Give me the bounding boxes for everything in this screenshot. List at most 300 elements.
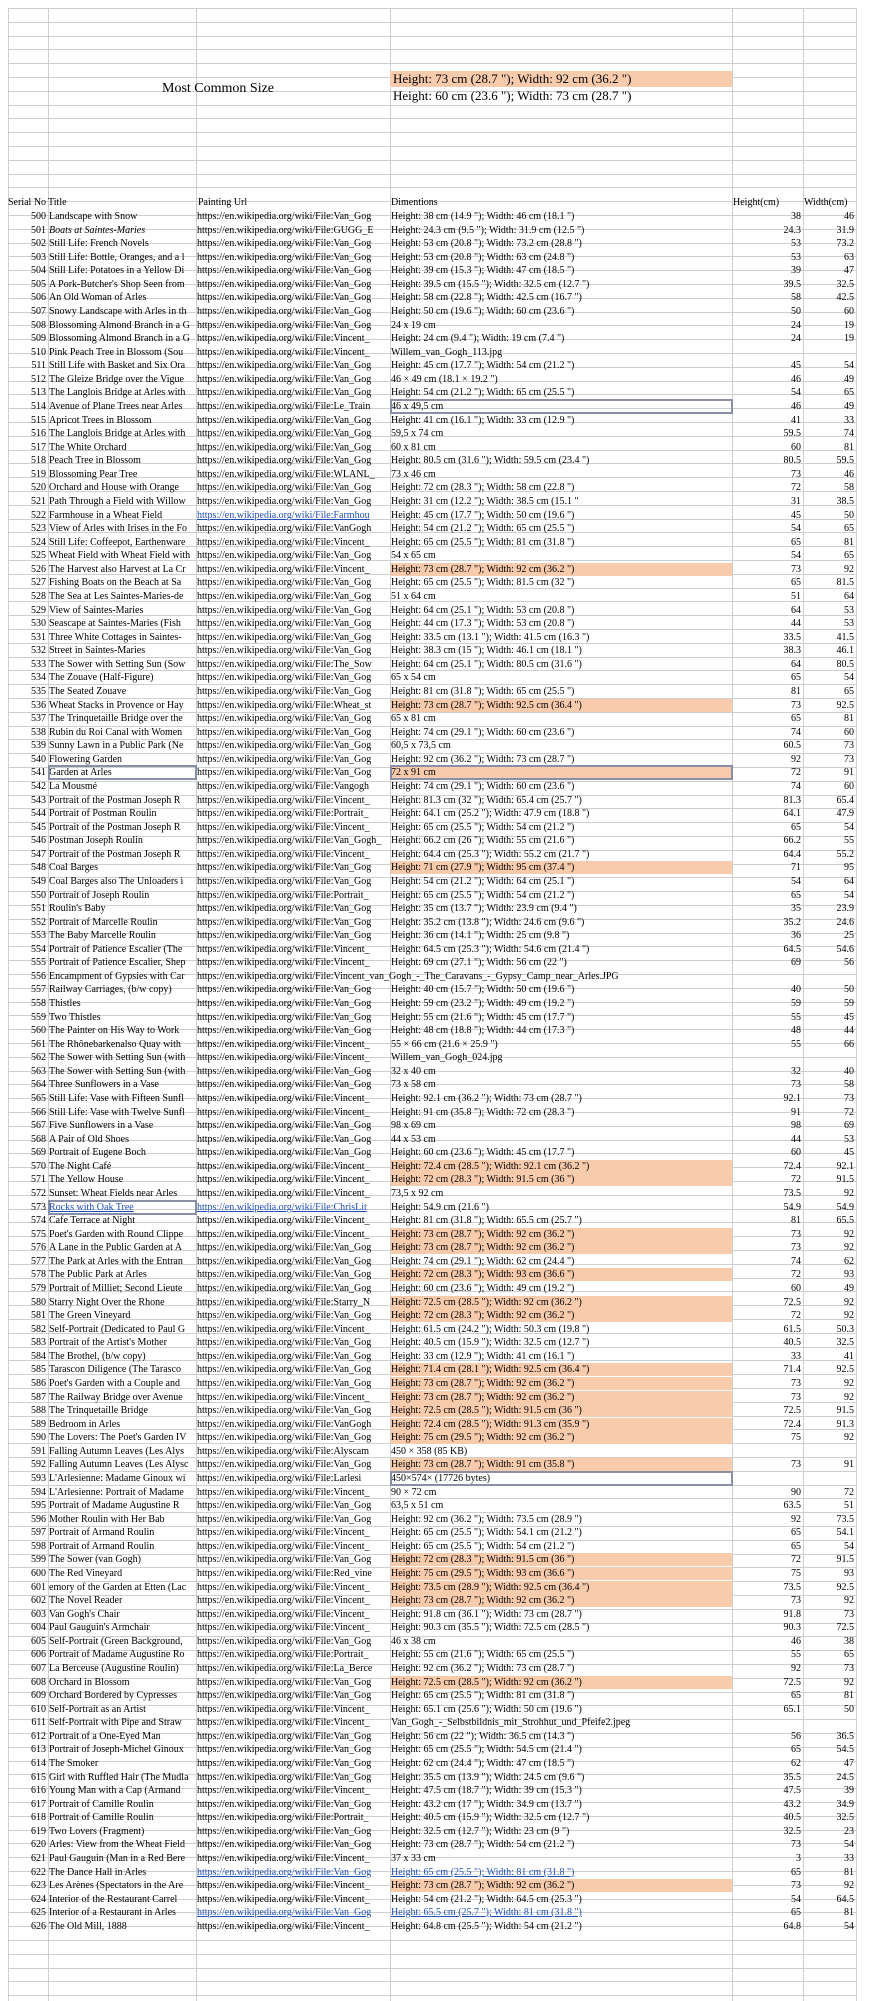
cell-serial[interactable]: 604 <box>31 1622 46 1633</box>
cell-url[interactable]: https://en.wikipedia.org/wiki/File:Wheat_st <box>197 700 372 711</box>
cell-url[interactable]: https://en.wikipedia.org/wiki/File:Van_Gog <box>197 1283 372 1294</box>
cell-dimensions[interactable]: Height: 56 cm (22 "); Width: 36.5 cm (14.3 ") <box>391 1731 575 1742</box>
cell-serial[interactable]: 587 <box>31 1392 46 1403</box>
cell-dimensions[interactable]: Height: 53 cm (20.8 "); Width: 73.2 cm (28.8 ") <box>391 238 582 249</box>
cell-url[interactable]: https://en.wikipedia.org/wiki/File:Van_Gog <box>197 605 372 616</box>
cell-width[interactable]: 49 <box>844 1283 854 1294</box>
cell-title[interactable]: Still Life: Bottle, Oranges, and a l <box>49 252 185 263</box>
cell-width[interactable]: 45 <box>844 1012 854 1023</box>
cell-dimensions[interactable]: Van_Gogh_-_Selbstbildnis_mit_Strohhut_und_Pfeife2.jpeg <box>391 1717 631 1728</box>
cell-title[interactable]: emory of the Garden at Etten (Lac <box>49 1582 187 1593</box>
cell-title[interactable]: L'Arlesienne: Madame Ginoux wi <box>49 1473 186 1484</box>
cell-width[interactable]: 47 <box>844 265 854 276</box>
cell-title[interactable]: Portrait of a One-Eyed Man <box>49 1731 161 1742</box>
cell-dimensions[interactable]: 32 x 40 cm <box>391 1066 436 1077</box>
cell-url[interactable]: https://en.wikipedia.org/wiki/File:Van_Gog <box>197 1867 372 1878</box>
cell-dimensions[interactable]: Height: 91 cm (35.8 "); Width: 72 cm (28.3 ") <box>391 1107 575 1118</box>
cell-url[interactable]: https://en.wikipedia.org/wiki/File:Van_Gog <box>197 754 372 765</box>
cell-serial[interactable]: 515 <box>31 415 46 426</box>
cell-serial[interactable]: 502 <box>31 238 46 249</box>
header-serial[interactable]: Serial No <box>8 197 47 208</box>
cell-height[interactable]: 31 <box>791 496 801 507</box>
cell-url[interactable]: https://en.wikipedia.org/wiki/File:Van_Gog <box>197 862 372 873</box>
cell-serial[interactable]: 596 <box>31 1514 46 1525</box>
cell-url[interactable]: https://en.wikipedia.org/wiki/File:Van_Gog <box>197 482 372 493</box>
cell-title[interactable]: The Gleize Bridge over the Vigue <box>49 374 184 385</box>
cell-width[interactable]: 92 <box>844 1188 854 1199</box>
cell-width[interactable]: 54.9 <box>836 1202 854 1213</box>
cell-title[interactable]: The White Orchard <box>49 442 127 453</box>
cell-dimensions[interactable]: Height: 55 cm (21.6 "); Width: 65 cm (25.5 ") <box>391 1649 575 1660</box>
cell-width[interactable]: 38.5 <box>836 496 854 507</box>
cell-title[interactable]: Landscape with Snow <box>49 211 138 222</box>
cell-title[interactable]: The Langlois Bridge at Arles with <box>49 428 186 439</box>
cell-title[interactable]: Snowy Landscape with Arles in th <box>49 306 187 317</box>
cell-dimensions[interactable]: 44 x 53 cm <box>391 1134 436 1145</box>
cell-height[interactable]: 73 <box>791 564 801 575</box>
cell-serial[interactable]: 506 <box>31 292 46 303</box>
cell-width[interactable]: 65 <box>844 523 854 534</box>
cell-dimensions[interactable]: 63,5 x 51 cm <box>391 1500 444 1511</box>
cell-width[interactable]: 92 <box>844 1297 854 1308</box>
cell-serial[interactable]: 555 <box>31 957 46 968</box>
cell-width[interactable]: 32.5 <box>836 279 854 290</box>
cell-width[interactable]: 92 <box>844 564 854 575</box>
cell-height[interactable]: 72.4 <box>783 1161 801 1172</box>
cell-width[interactable]: 81 <box>844 1690 854 1701</box>
cell-title[interactable]: Portrait of Armand Roulin <box>49 1541 155 1552</box>
cell-height[interactable]: 33 <box>791 1351 801 1362</box>
cell-title[interactable]: Portrait of Patience Escalier (The <box>49 944 183 955</box>
cell-dimensions[interactable]: Height: 72.4 cm (28.5 "); Width: 91.3 cm (35.9 ") <box>391 1418 732 1431</box>
cell-url[interactable]: https://en.wikipedia.org/wiki/File:Red_vine <box>197 1568 372 1579</box>
cell-url[interactable]: https://en.wikipedia.org/wiki/File:Vincent_ <box>197 1853 370 1864</box>
cell-url[interactable]: https://en.wikipedia.org/wiki/File:Vincent_ <box>197 1107 370 1118</box>
cell-height[interactable] <box>733 1445 803 1458</box>
cell-dimensions[interactable]: 51 x 64 cm <box>391 591 436 602</box>
cell-title[interactable]: Portrait of Camille Roulin <box>49 1799 154 1810</box>
cell-dimensions[interactable]: Height: 92.1 cm (36.2 "); Width: 73 cm (28.7 ") <box>391 1093 582 1104</box>
cell-title[interactable]: The Baby Marcelle Roulin <box>49 930 156 941</box>
cell-width[interactable]: 19 <box>844 333 854 344</box>
cell-url[interactable]: https://en.wikipedia.org/wiki/File:Vincent_ <box>197 1161 370 1172</box>
cell-width[interactable]: 49 <box>844 401 854 412</box>
cell-dimensions[interactable]: Height: 50 cm (19.6 "); Width: 60 cm (23.6 ") <box>391 306 575 317</box>
cell-url[interactable]: https://en.wikipedia.org/wiki/File:Van_Gog <box>197 645 372 656</box>
cell-title[interactable]: The Old Mill, 1888 <box>49 1921 127 1932</box>
cell-title[interactable]: A Pork-Butcher's Shop Seen from <box>49 279 185 290</box>
cell-dimensions[interactable]: Height: 73 cm (28.7 "); Width: 92 cm (36.2 ") <box>391 1228 732 1241</box>
cell-url[interactable]: https://en.wikipedia.org/wiki/File:Van_Gog <box>197 279 372 290</box>
cell-dimensions[interactable]: Height: 54.9 cm (21.6 ") <box>391 1202 489 1213</box>
cell-dimensions[interactable]: Height: 71 cm (27.9 "); Width: 95 cm (37.4 ") <box>391 861 732 874</box>
cell-serial[interactable]: 518 <box>31 455 46 466</box>
cell-serial[interactable]: 588 <box>31 1405 46 1416</box>
cell-dimensions[interactable]: Height: 73 cm (28.7 "); Width: 92 cm (36.2 ") <box>391 1391 732 1404</box>
cell-title[interactable]: Rubin du Roi Canal with Women <box>49 727 183 738</box>
cell-width[interactable]: 60 <box>844 781 854 792</box>
cell-width[interactable]: 54.5 <box>836 1744 854 1755</box>
cell-height[interactable] <box>733 970 803 983</box>
cell-title[interactable]: Blossoming Pear Tree <box>49 469 138 480</box>
cell-serial[interactable]: 621 <box>31 1853 46 1864</box>
cell-width[interactable]: 24.5 <box>836 1772 854 1783</box>
cell-title[interactable]: The Harvest also Harvest at La Cr <box>49 564 186 575</box>
cell-dimensions[interactable]: Height: 75 cm (29.5 "); Width: 92 cm (36.2 ") <box>391 1431 732 1444</box>
cell-title[interactable]: Sunset: Wheat Fields near Arles <box>49 1188 178 1199</box>
cell-url[interactable]: https://en.wikipedia.org/wiki/File:Vincent_ <box>197 1595 370 1606</box>
cell-title[interactable]: The Langlois Bridge at Arles with <box>49 387 186 398</box>
cell-url[interactable]: https://en.wikipedia.org/wiki/File:Van_Gog <box>197 632 372 643</box>
cell-dimensions[interactable]: Height: 59 cm (23.2 "); Width: 49 cm (19.2 ") <box>391 998 575 1009</box>
cell-url[interactable]: https://en.wikipedia.org/wiki/File:Van_Gog <box>197 211 372 222</box>
cell-url[interactable]: https://en.wikipedia.org/wiki/File:Vincent_ <box>197 957 370 968</box>
cell-dimensions[interactable]: Height: 40.5 cm (15.9 "); Width: 32.5 cm (12.7 ") <box>391 1337 590 1348</box>
cell-dimensions[interactable]: 72 x 91 cm <box>391 766 732 779</box>
cell-title[interactable]: The Brothel, (b/w copy) <box>49 1351 146 1362</box>
cell-title[interactable]: Portrait of the Postman Joseph R <box>49 849 181 860</box>
cell-width[interactable]: 25 <box>844 930 854 941</box>
cell-url[interactable]: https://en.wikipedia.org/wiki/File:Vincent_ <box>197 1894 370 1905</box>
cell-serial[interactable]: 586 <box>31 1378 46 1389</box>
cell-serial[interactable]: 574 <box>31 1215 46 1226</box>
cell-width[interactable]: 19 <box>844 320 854 331</box>
cell-serial[interactable]: 598 <box>31 1541 46 1552</box>
cell-dimensions[interactable]: Height: 39 cm (15.3 "); Width: 47 cm (18.5 ") <box>391 265 575 276</box>
cell-url[interactable]: https://en.wikipedia.org/wiki/File:Vincent_ <box>197 1921 370 1932</box>
cell-title[interactable]: Portrait of Joseph-Michel Ginoux <box>49 1744 184 1755</box>
cell-serial[interactable]: 546 <box>31 835 46 846</box>
cell-title[interactable]: Still Life: French Novels <box>49 238 149 249</box>
cell-height[interactable]: 92 <box>791 1663 801 1674</box>
cell-title[interactable]: Flowering Garden <box>49 754 123 765</box>
cell-width[interactable]: 81 <box>844 537 854 548</box>
cell-width[interactable]: 42.5 <box>836 292 854 303</box>
cell-width[interactable]: 74 <box>844 428 854 439</box>
cell-serial[interactable]: 567 <box>31 1120 46 1131</box>
cell-width[interactable]: 92 <box>844 1310 854 1321</box>
cell-width[interactable]: 54 <box>844 890 854 901</box>
cell-serial[interactable]: 561 <box>31 1039 46 1050</box>
cell-width[interactable]: 92 <box>844 1378 854 1389</box>
cell-height[interactable]: 72.5 <box>783 1405 801 1416</box>
cell-height[interactable]: 38.3 <box>783 645 801 656</box>
cell-serial[interactable]: 589 <box>31 1419 46 1430</box>
cell-height[interactable]: 81 <box>791 686 801 697</box>
cell-width[interactable]: 91 <box>844 1459 854 1470</box>
cell-title[interactable]: The Rhônebarkenalso Quay with <box>49 1039 181 1050</box>
cell-dimensions[interactable]: Height: 72 cm (28.3 "); Width: 93 cm (36.6 ") <box>391 1268 732 1281</box>
cell-url[interactable]: https://en.wikipedia.org/wiki/File:Van_Gog <box>197 1242 372 1253</box>
cell-title[interactable]: Portrait of Postman Roulin <box>49 808 157 819</box>
cell-title[interactable]: The Night Café <box>49 1161 112 1172</box>
cell-url[interactable]: https://en.wikipedia.org/wiki/File:Le_Train <box>197 401 371 412</box>
cell-dimensions[interactable]: Height: 65 cm (25.5 "); Width: 54.5 cm (21.4 ") <box>391 1744 582 1755</box>
cell-dimensions[interactable]: 90 × 72 cm <box>391 1487 437 1498</box>
cell-width[interactable]: 73 <box>844 1093 854 1104</box>
cell-width[interactable]: 45 <box>844 1147 854 1158</box>
cell-title[interactable]: The Smoker <box>49 1758 99 1769</box>
cell-title[interactable]: The Trinquetaille Bridge <box>49 1405 148 1416</box>
cell-width[interactable]: 50 <box>844 1704 854 1715</box>
cell-height[interactable] <box>733 1472 803 1485</box>
cell-height[interactable]: 92 <box>791 1514 801 1525</box>
cell-title[interactable]: Portrait of Madame Augustine Ro <box>49 1649 185 1660</box>
cell-serial[interactable]: 523 <box>31 523 46 534</box>
cell-url[interactable]: https://en.wikipedia.org/wiki/File:Van_Gog <box>197 1405 372 1416</box>
cell-serial[interactable]: 532 <box>31 645 46 656</box>
cell-dimensions[interactable]: Height: 64 cm (25.1 "); Width: 53 cm (20.8 ") <box>391 605 575 616</box>
cell-url[interactable]: https://en.wikipedia.org/wiki/File:Van_Gog <box>197 1826 372 1837</box>
cell-height[interactable]: 75 <box>791 1432 801 1443</box>
cell-url[interactable]: https://en.wikipedia.org/wiki/File:Van_Gog <box>197 727 372 738</box>
cell-height[interactable]: 54 <box>791 387 801 398</box>
cell-serial[interactable]: 545 <box>31 822 46 833</box>
cell-dimensions[interactable]: Height: 36 cm (14.1 "); Width: 25 cm (9.8 ") <box>391 930 570 941</box>
cell-height[interactable]: 3 <box>796 1853 801 1864</box>
cell-url[interactable]: https://en.wikipedia.org/wiki/File:Van_Gog <box>197 740 372 751</box>
cell-url[interactable]: https://en.wikipedia.org/wiki/File:WLANL_ <box>197 469 375 480</box>
cell-width[interactable]: 53 <box>844 1134 854 1145</box>
cell-serial[interactable]: 579 <box>31 1283 46 1294</box>
cell-serial[interactable]: 557 <box>31 984 46 995</box>
cell-url[interactable]: https://en.wikipedia.org/wiki/File:Vincent_ <box>197 1622 370 1633</box>
cell-url[interactable]: https://en.wikipedia.org/wiki/File:La_Berce <box>197 1663 373 1674</box>
cell-title[interactable]: Starry Night Over the Rhone <box>49 1297 165 1308</box>
cell-dimensions[interactable]: 54 x 65 cm <box>391 550 436 561</box>
cell-width[interactable]: 38 <box>844 1636 854 1647</box>
cell-title[interactable]: Portrait of Camille Roulin <box>49 1812 154 1823</box>
cell-dimensions[interactable]: Height: 35.5 cm (13.9 "); Width: 24.5 cm (9.6 ") <box>391 1772 585 1783</box>
cell-width[interactable]: 65.4 <box>836 795 854 806</box>
cell-height[interactable]: 73 <box>791 1595 801 1606</box>
cell-height[interactable]: 72 <box>791 1554 801 1565</box>
cell-title[interactable]: Garden at Arles <box>49 766 196 779</box>
cell-url[interactable]: https://en.wikipedia.org/wiki/File:Van_Gog <box>197 1364 372 1375</box>
cell-width[interactable]: 54 <box>844 360 854 371</box>
cell-width[interactable]: 66 <box>844 1039 854 1050</box>
cell-width[interactable] <box>804 1716 856 1729</box>
cell-height[interactable]: 65 <box>791 537 801 548</box>
cell-title[interactable]: Two Lovers (Fragment) <box>49 1826 145 1837</box>
cell-height[interactable]: 73 <box>791 1079 801 1090</box>
cell-serial[interactable]: 625 <box>31 1907 46 1918</box>
cell-height[interactable]: 65.1 <box>783 1704 801 1715</box>
cell-width[interactable]: 73 <box>844 1663 854 1674</box>
cell-url[interactable]: https://en.wikipedia.org/wiki/File:Vincent_ <box>197 564 370 575</box>
cell-dimensions[interactable]: Height: 65 cm (25.5 "); Width: 54 cm (21.2 ") <box>391 1541 575 1552</box>
cell-dimensions[interactable]: Height: 72 cm (28.3 "); Width: 91.5 cm (36 ") <box>391 1173 732 1186</box>
cell-height[interactable]: 64.1 <box>783 808 801 819</box>
cell-dimensions[interactable]: Height: 72.5 cm (28.5 "); Width: 92 cm (36.2 ") <box>391 1296 732 1309</box>
cell-url[interactable]: https://en.wikipedia.org/wiki/File:Van_Gog <box>197 320 372 331</box>
cell-dimensions[interactable]: 73 x 46 cm <box>391 469 436 480</box>
cell-width[interactable]: 23 <box>844 1826 854 1837</box>
cell-title[interactable]: Portrait of the Artist's Mother <box>49 1337 167 1348</box>
cell-dimensions[interactable]: 450 × 358 (85 KB) <box>391 1446 468 1457</box>
cell-width[interactable]: 95 <box>844 862 854 873</box>
cell-dimensions[interactable]: Height: 58 cm (22.8 "); Width: 42.5 cm (16.7 ") <box>391 292 582 303</box>
header-height[interactable]: Height(cm) <box>733 197 780 208</box>
cell-height[interactable]: 65 <box>791 1527 801 1538</box>
cell-title[interactable]: The Railway Bridge over Avenue <box>49 1392 183 1403</box>
cell-serial[interactable]: 564 <box>31 1079 46 1090</box>
cell-url[interactable]: https://en.wikipedia.org/wiki/File:Van_Gog <box>197 1514 372 1525</box>
cell-width[interactable]: 54.6 <box>836 944 854 955</box>
cell-height[interactable]: 39.5 <box>783 279 801 290</box>
cell-serial[interactable]: 516 <box>31 428 46 439</box>
cell-dimensions[interactable]: Height: 65 cm (25.5 "); Width: 54.1 cm (21.2 ") <box>391 1527 582 1538</box>
cell-title[interactable]: Orchard in Blossom <box>49 1677 130 1688</box>
cell-width[interactable] <box>804 346 856 359</box>
cell-url[interactable]: https://en.wikipedia.org/wiki/File:Van_Gog <box>197 876 372 887</box>
cell-serial[interactable]: 619 <box>31 1826 46 1837</box>
cell-url[interactable]: https://en.wikipedia.org/wiki/File:Vincent_ <box>197 1324 370 1335</box>
cell-serial[interactable]: 626 <box>31 1921 46 1932</box>
cell-width[interactable]: 31.9 <box>836 225 854 236</box>
cell-serial[interactable]: 624 <box>31 1894 46 1905</box>
cell-dimensions[interactable]: Height: 61.5 cm (24.2 "); Width: 50.3 cm (19.8 ") <box>391 1324 590 1335</box>
cell-url[interactable]: https://en.wikipedia.org/wiki/File:Van_Gog <box>197 1772 372 1783</box>
cell-serial[interactable]: 500 <box>31 211 46 222</box>
cell-serial[interactable]: 582 <box>31 1324 46 1335</box>
cell-height[interactable]: 65 <box>791 577 801 588</box>
cell-height[interactable]: 92 <box>791 754 801 765</box>
cell-serial[interactable]: 608 <box>31 1677 46 1688</box>
cell-width[interactable]: 91 <box>844 767 854 778</box>
cell-serial[interactable]: 595 <box>31 1500 46 1511</box>
cell-height[interactable]: 65 <box>791 822 801 833</box>
cell-width[interactable]: 92 <box>844 1595 854 1606</box>
cell-url[interactable]: https://en.wikipedia.org/wiki/File:Van_Gog <box>197 1907 372 1918</box>
cell-height[interactable]: 65 <box>791 890 801 901</box>
cell-width[interactable] <box>804 970 856 983</box>
cell-dimensions[interactable]: Height: 72.4 cm (28.5 "); Width: 92.1 cm (36.2 ") <box>391 1160 732 1173</box>
cell-width[interactable]: 24.6 <box>836 917 854 928</box>
cell-serial[interactable]: 554 <box>31 944 46 955</box>
cell-dimensions[interactable]: Height: 60 cm (23.6 "); Width: 45 cm (17.7 ") <box>391 1147 575 1158</box>
cell-title[interactable]: The Park at Arles with the Entran <box>49 1256 183 1267</box>
cell-dimensions[interactable]: 59,5 x 74 cm <box>391 428 444 439</box>
cell-width[interactable]: 73.2 <box>836 238 854 249</box>
cell-dimensions[interactable]: Willem_van_Gogh_024.jpg <box>391 1052 503 1063</box>
cell-width[interactable]: 81.5 <box>836 577 854 588</box>
cell-serial[interactable]: 514 <box>31 401 46 412</box>
cell-dimensions[interactable]: Height: 64.5 cm (25.3 "); Width: 54.6 cm (21.4 ") <box>391 944 590 955</box>
cell-dimensions[interactable]: 65 x 81 cm <box>391 713 436 724</box>
cell-serial[interactable]: 543 <box>31 795 46 806</box>
cell-height[interactable]: 41 <box>791 415 801 426</box>
cell-height[interactable]: 73 <box>791 1242 801 1253</box>
cell-width[interactable]: 69 <box>844 1120 854 1131</box>
cell-url[interactable]: https://en.wikipedia.org/wiki/File:Van_Gog <box>197 496 372 507</box>
cell-url[interactable]: https://en.wikipedia.org/wiki/File:Van_Gog <box>197 686 372 697</box>
cell-width[interactable]: 92.1 <box>836 1161 854 1172</box>
cell-height[interactable]: 65 <box>791 1867 801 1878</box>
cell-dimensions[interactable]: Height: 65 cm (25.5 "); Width: 54 cm (21.2 ") <box>391 822 575 833</box>
cell-title[interactable]: Farmhouse in a Wheat Field <box>49 510 163 521</box>
cell-url[interactable]: https://en.wikipedia.org/wiki/File:Vincent_ <box>197 537 370 548</box>
cell-serial[interactable]: 534 <box>31 672 46 683</box>
cell-serial[interactable]: 593 <box>31 1473 46 1484</box>
cell-serial[interactable]: 592 <box>31 1459 46 1470</box>
cell-height[interactable]: 69 <box>791 957 801 968</box>
cell-title[interactable]: Still Life: Potatoes in a Yellow Di <box>49 265 185 276</box>
cell-dimensions[interactable]: Height: 65.5 cm (25.7 "); Width: 81 cm (31.8 ") <box>391 1907 582 1918</box>
cell-dimensions[interactable]: Height: 65 cm (25.5 "); Width: 81 cm (31.8 ") <box>391 1867 575 1878</box>
cell-width[interactable]: 40 <box>844 1066 854 1077</box>
cell-title[interactable]: Postman Joseph Roulin <box>49 835 143 846</box>
cell-dimensions[interactable]: Height: 32.5 cm (12.7 "); Width: 23 cm (9 ") <box>391 1826 570 1837</box>
cell-url[interactable]: https://en.wikipedia.org/wiki/File:Van_Gog <box>197 1554 372 1565</box>
cell-url[interactable]: https://en.wikipedia.org/wiki/File:Van_Gog <box>197 1500 372 1511</box>
cell-url[interactable]: https://en.wikipedia.org/wiki/File:Van_Gog <box>197 1636 372 1647</box>
cell-title[interactable]: Peach Tree in Blossom <box>49 455 141 466</box>
cell-url[interactable]: https://en.wikipedia.org/wiki/File:Vincent_ <box>197 1527 370 1538</box>
cell-height[interactable]: 47.5 <box>783 1785 801 1796</box>
cell-title[interactable]: The Sower with Setting Sun (with <box>49 1066 186 1077</box>
cell-title[interactable]: Three White Cottages in Saintes- <box>49 632 182 643</box>
cell-dimensions[interactable]: Height: 38.3 cm (15 "); Width: 46.1 cm (18.1 ") <box>391 645 582 656</box>
cell-url[interactable]: https://en.wikipedia.org/wiki/File:Van_Gog <box>197 1690 372 1701</box>
cell-height[interactable]: 90.3 <box>783 1622 801 1633</box>
cell-serial[interactable]: 603 <box>31 1609 46 1620</box>
cell-url[interactable]: https://en.wikipedia.org/wiki/File:Alyscam <box>197 1446 370 1457</box>
cell-width[interactable]: 80.5 <box>836 659 854 670</box>
cell-dimensions[interactable]: 46 x 38 cm <box>391 1636 436 1647</box>
cell-height[interactable]: 64.5 <box>783 944 801 955</box>
cell-title[interactable]: The Sower with Setting Sun (with <box>49 1052 186 1063</box>
cell-width[interactable]: 60 <box>844 306 854 317</box>
cell-height[interactable]: 64 <box>791 659 801 670</box>
cell-title[interactable]: Street in Saintes-Maries <box>49 645 146 656</box>
cell-dimensions[interactable]: Height: 75 cm (29.5 "); Width: 93 cm (36.6 ") <box>391 1567 732 1580</box>
cell-width[interactable]: 46 <box>844 211 854 222</box>
cell-dimensions[interactable]: Height: 47.5 cm (18.7 "); Width: 39 cm (15.3 ") <box>391 1785 582 1796</box>
cell-width[interactable]: 33 <box>844 415 854 426</box>
cell-title[interactable]: The Trinquetaille Bridge over the <box>49 713 183 724</box>
cell-title[interactable]: Portrait of Patience Escalier, Shep <box>49 957 186 968</box>
cell-dimensions[interactable]: Height: 72 cm (28.3 "); Width: 92 cm (36.2 ") <box>391 1309 732 1322</box>
cell-width[interactable]: 62 <box>844 1256 854 1267</box>
cell-height[interactable]: 59.5 <box>783 428 801 439</box>
cell-title[interactable]: The Green Vineyard <box>49 1310 131 1321</box>
cell-dimensions[interactable]: Height: 73 cm (28.7 "); Width: 92 cm (36.2 ") <box>391 1377 732 1390</box>
cell-width[interactable]: 91.3 <box>836 1419 854 1430</box>
cell-dimensions[interactable]: Height: 73 cm (28.7 "); Width: 92.5 cm (36.4 ") <box>391 699 732 712</box>
cell-url[interactable]: https://en.wikipedia.org/wiki/File:Van_Gog <box>197 238 372 249</box>
cell-dimensions[interactable]: Height: 64.4 cm (25.3 "); Width: 55.2 cm (21.7 ") <box>391 849 590 860</box>
cell-dimensions[interactable]: Height: 71.4 cm (28.1 "); Width: 92.5 cm (36.4 ") <box>391 1363 732 1376</box>
cell-dimensions[interactable]: 46 x 49,5 cm <box>391 400 732 413</box>
cell-width[interactable]: 81 <box>844 713 854 724</box>
cell-serial[interactable]: 583 <box>31 1337 46 1348</box>
cell-width[interactable]: 39 <box>844 1785 854 1796</box>
cell-serial[interactable]: 550 <box>31 890 46 901</box>
cell-width[interactable]: 54 <box>844 672 854 683</box>
cell-height[interactable]: 24 <box>791 320 801 331</box>
cell-height[interactable]: 72.5 <box>783 1677 801 1688</box>
cell-dimensions[interactable]: Height: 65 cm (25.5 "); Width: 81.5 cm (32 ") <box>391 577 575 588</box>
cell-dimensions[interactable]: Height: 64.8 cm (25.5 "); Width: 54 cm (21.2 ") <box>391 1921 582 1932</box>
cell-title[interactable]: Portrait of the Postman Joseph R <box>49 822 181 833</box>
cell-width[interactable]: 65 <box>844 550 854 561</box>
cell-width[interactable]: 92.5 <box>836 1582 854 1593</box>
cell-width[interactable]: 54 <box>844 1839 854 1850</box>
cell-dimensions[interactable]: Height: 41 cm (16.1 "); Width: 33 cm (12.9 ") <box>391 415 575 426</box>
cell-url[interactable]: https://en.wikipedia.org/wiki/File:Van_Gog <box>197 1147 372 1158</box>
cell-url[interactable]: https://en.wikipedia.org/wiki/File:Vincent_van_Gogh_-_The_Caravans_-_Gypsy_Camp_near_Arles.JPG <box>197 971 619 982</box>
